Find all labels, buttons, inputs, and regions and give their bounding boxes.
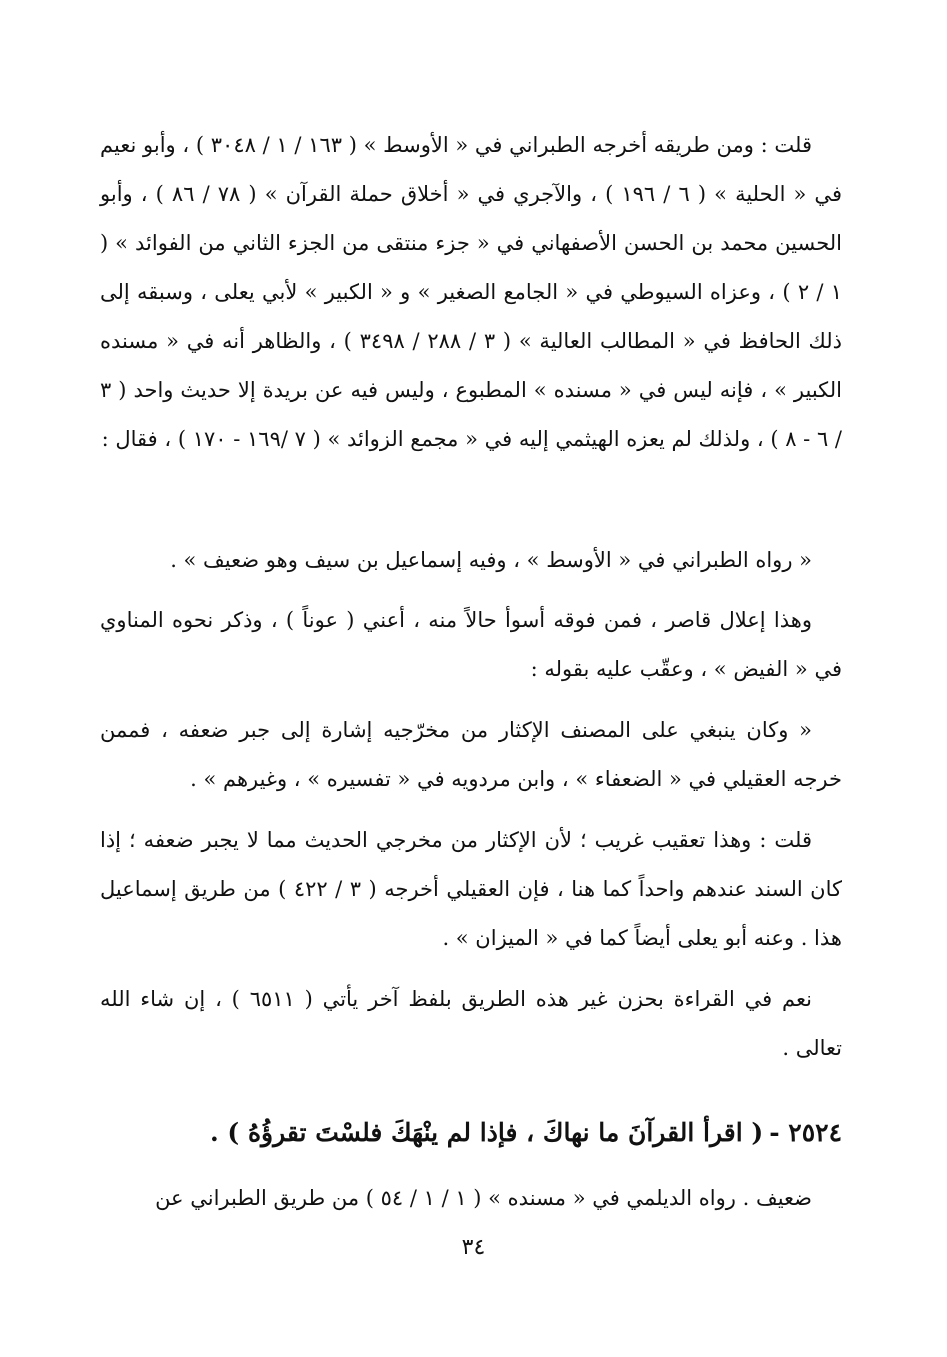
quote-munawi: « وكان ينبغي على المصنف الإكثار من مخرّجيه إشارة إلى جبر ضعفه ، فممن خرجه العقيلي في « الضعفاء » ، وابن مردويه في « تفسيره » ، وغيرهم » . [100, 718, 842, 791]
hadith-number: ٢٥٢٤ - [769, 1118, 842, 1147]
page-number: ٣٤ [461, 1235, 486, 1260]
paragraph-note: نعم في القراءة بحزن غير هذه الطريق بلفظ آخر يأتي ( ٦٥١١ ) ، إن شاء الله تعالى . [100, 987, 842, 1060]
hadith-text: ( اقرأ القرآنَ ما نهاكَ ، فإذا لم ينْهَكَ فلسْتَ تقرؤُهُ ) . [210, 1118, 764, 1147]
paragraph-sources: قلت : ومن طريقه أخرجه الطبراني في « الأوسط » ( ١٦٣ / ١ / ٣٠٤٨ ) ، وأبو نعيم في « الحلية » ( ٦ / ١٩٦ ) ، والآجري في « أخلاق حملة القرآن » ( ٧٨ / ٨٦ ) ، وأبو الحسين محمد بن الحسن الأصفهاني في « جزء منتقى من الجزء الثاني من الفوائد » ( ١ / ٢ ) ، وعزاه السيوطي في « الجامع الصغير » و « الكبير » لأبي يعلى ، وسبقه إلى ذلك الحافظ في « المطالب العالية » ( ٣ / ٢٨٨ / ٣٤٩٨ ) ، والظاهر أنه في « مسنده الكبير » ، فإنه ليس في « مسنده » المطبوع ، وليس فيه عن بريدة إلا حديث واحد ( ٣ / ٦ - ٨ ) ، ولذلك لم يعزه الهيثمي إليه في « مجمع الزوائد » ( ٧ /١٦٩ - ١٧٠ ) ، فقال : [100, 133, 843, 451]
quote-haythami: « رواه الطبراني في « الأوسط » ، وفيه إسماعيل بن سيف وهو ضعيف » . [170, 548, 812, 572]
paragraph-response: قلت : وهذا تعقيب غريب ؛ لأن الإكثار من مخرجي الحديث مما لا يجبر ضعفه ؛ إذا كان السند عندهم واحداً كما هنا ، فإن العقيلي أخرجه ( ٣ / ٤٢٢ ) من طريق إسماعيل هذا . وعنه أبو يعلى أيضاً كما في « الميزان » . [100, 828, 842, 950]
paragraph-criticism: وهذا إعلال قاصر ، فمن فوقه أسوأ حالاً منه ، أعني ( عوناً ) ، وذكر نحوه المناوي في « الفيض » ، وعقّب عليه بقوله : [100, 608, 842, 681]
paragraph-grading: ضعيف . رواه الديلمي في « مسنده » ( ١ / ١ / ٥٤ ) من طريق الطبراني عن [155, 1186, 812, 1210]
hadith-heading [100, 1108, 842, 1158]
